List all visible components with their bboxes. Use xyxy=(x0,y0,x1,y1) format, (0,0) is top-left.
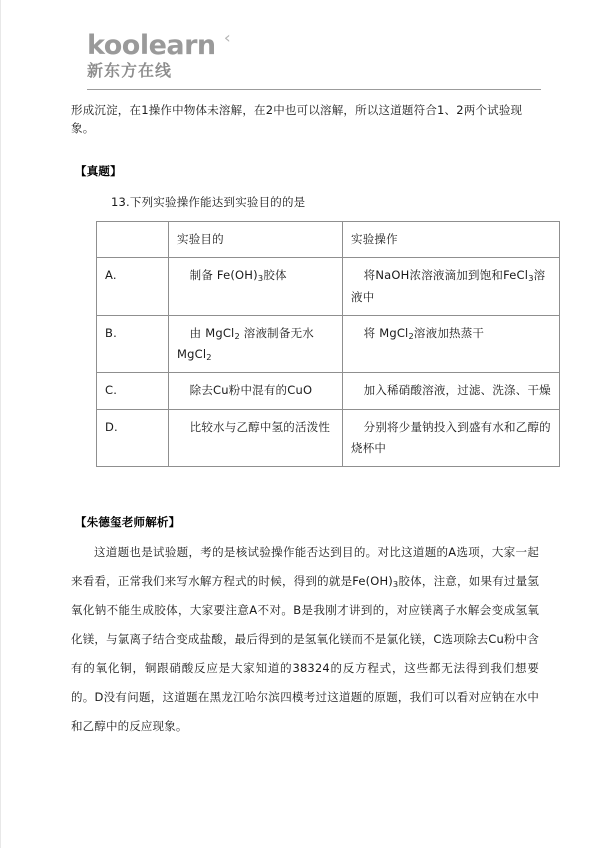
option-aim-c xyxy=(169,373,343,409)
analysis-text-part2: 胶体，注意，如果有过量氢氧化钠不能生成胶体，大家要注意A不对。B是我刚才讲到的，对应镁离子水解会变成氢氧化镁，与氯离子结合变成盐酸，最后得到的是氢氧化镁而不是氯化镁，C选项除去Cu粉中含有的氧化铜，铜跟硝酸反应是大家知道的38324的反方程式，这些都无法得到我们想要的。D没有问题，这道题在黑龙江哈尔滨四模考过这道题的原题，我们可以看对应钠在水中和乙醇中的反应现象。 xyxy=(71,573,539,733)
analysis-text-part1: 这道题也是试验题，考的是核试验操作能否达到目的。对比这道题的A选项，大家一起来看看，正常我们来写水解方程式的时候，得到的就是Fe(OH) xyxy=(71,545,539,588)
op-d-line1: 分别将少量钠投入到盛有水和乙醇的 xyxy=(363,419,551,434)
aim-b-subscript-1: 2 xyxy=(234,330,240,341)
option-label-c: C. xyxy=(97,373,169,409)
option-label-d: D. xyxy=(97,409,169,467)
option-operation-b xyxy=(343,315,560,373)
intro-paragraph: 形成沉淀，在1操作中物体未溶解，在2中也可以溶解，所以这道题符合1、2两个试验现象。 xyxy=(71,103,523,136)
option-aim-a xyxy=(169,258,343,316)
aim-b-line2-pre: MgCl xyxy=(177,347,207,362)
option-aim-d xyxy=(169,409,343,467)
option-operation-d xyxy=(343,409,560,467)
table-header-operation: 实验操作 xyxy=(343,222,560,258)
option-operation-b-text xyxy=(351,323,551,344)
aim-a-subscript: 3 xyxy=(257,273,264,284)
option-aim-b xyxy=(169,315,343,373)
option-operation-a-text xyxy=(351,265,551,308)
site-logo xyxy=(87,28,541,80)
option-operation-c-text: 加入稀硝酸溶液，过滤、洗涤、干燥 xyxy=(363,383,551,398)
op-b-post: 溶液加热蒸干 xyxy=(413,325,485,340)
logo-wordmark-label: koolearn xyxy=(87,30,216,61)
aim-b-pre: 由 MgCl xyxy=(189,325,235,340)
logo-subtitle: 新东方在线 xyxy=(87,61,173,80)
table-row xyxy=(97,315,560,373)
table-row xyxy=(97,409,560,467)
aim-b-post: 溶液制备无水 xyxy=(239,325,314,340)
op-a-part2: 溶液 xyxy=(351,268,546,304)
table-header-label xyxy=(97,222,169,258)
aim-d-line2: 泼性 xyxy=(306,419,331,434)
question-stem: 13.下列实验操作能达到实验目的的是 xyxy=(111,195,306,209)
logo-wordmark-text xyxy=(87,28,230,61)
option-aim-d-text xyxy=(177,417,334,438)
option-aim-a-text xyxy=(177,265,334,286)
analysis-paragraph xyxy=(71,538,539,741)
experiment-options-table xyxy=(96,221,560,467)
header-divider xyxy=(87,89,541,90)
logo-caret-icon: ‹ xyxy=(223,28,230,47)
analysis-subscript: 3 xyxy=(392,579,399,590)
option-operation-a xyxy=(343,258,560,316)
op-a-part1: 将NaOH浓溶液滴加到饱和FeCl xyxy=(363,268,529,283)
aim-a-suffix: 胶体 xyxy=(263,268,287,283)
table-row xyxy=(97,373,560,409)
op-a-line2: 中 xyxy=(362,289,375,304)
option-label-a: A. xyxy=(97,258,169,316)
aim-b-subscript-2: 2 xyxy=(206,352,212,363)
op-b-subscript: 2 xyxy=(408,330,414,341)
aim-a-prefix: 制备 Fe(OH) xyxy=(189,268,258,283)
option-aim-c-text: 除去Cu粉中混有的CuO xyxy=(189,383,313,398)
table-header-row xyxy=(97,222,560,258)
option-operation-c xyxy=(343,373,560,409)
section-heading-teacher-analysis: 【朱德玺老师解析】 xyxy=(75,515,181,529)
option-operation-d-text xyxy=(351,417,551,460)
table-header-aim: 实验目的 xyxy=(169,222,343,258)
section-heading-exam-question: 【真题】 xyxy=(75,164,122,178)
op-a-subscript: 3 xyxy=(528,273,534,284)
option-label-b: B. xyxy=(97,315,169,373)
option-aim-b-text xyxy=(177,323,334,366)
table-row xyxy=(97,258,560,316)
aim-d-line1: 比较水与乙醇中氢的活 xyxy=(189,419,307,434)
op-b-pre: 将 MgCl xyxy=(363,325,409,340)
op-d-line2: 烧杯中 xyxy=(351,440,387,455)
